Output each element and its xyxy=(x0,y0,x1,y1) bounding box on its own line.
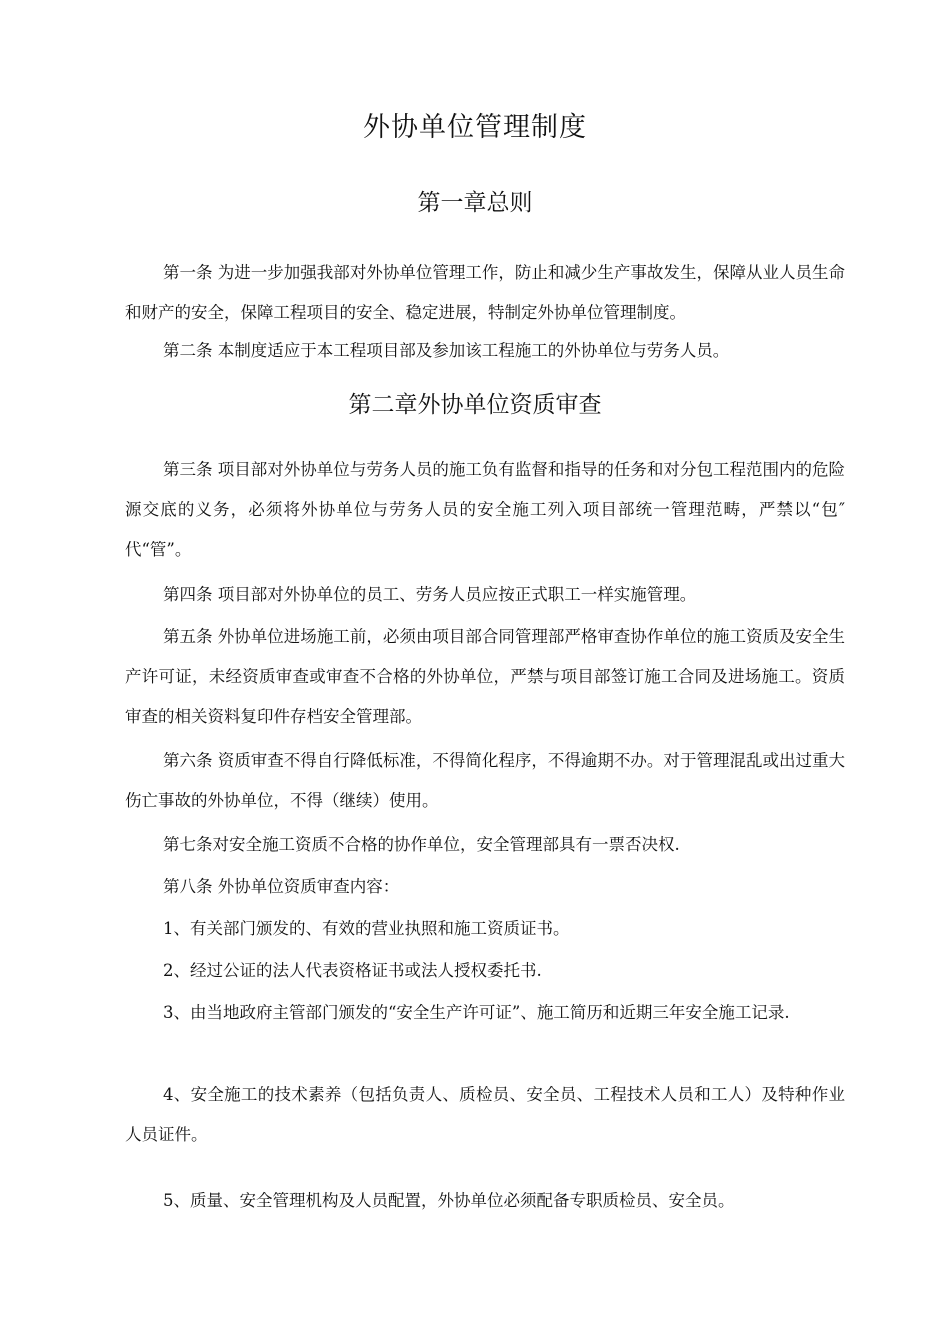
article-2: 第二条 本制度适应于本工程项目部及参加该工程施工的外协单位与劳务人员。 xyxy=(163,341,730,360)
article-8: 第八条 外协单位资质审查内容： xyxy=(163,877,400,896)
document-title: 外协单位管理制度 xyxy=(363,112,587,143)
article-7: 第七条对安全施工资质不合格的协作单位，安全管理部具有一票否决权. xyxy=(163,835,680,854)
list-item-3: 3、由当地政府主管部门颁发的“安全生产许可证”、施工简历和近期三年安全施工记录. xyxy=(163,1003,790,1022)
list-item-1: 1、有关部门颁发的、有效的营业执照和施工资质证书。 xyxy=(163,919,570,938)
article-4: 第四条 项目部对外协单位的员工、劳务人员应按正式职工一样实施管理。 xyxy=(163,585,697,604)
article-3: 第三条 项目部对外协单位与劳务人员的施工负有监督和指导的任务和对分包工程范围内的危险源交底的义务，必须将外协单位与劳务人员的安全施工列入项目部统一管理范畴，严禁以“包″代“管”。 xyxy=(125,460,845,559)
chapter-1-heading: 第一章总则 xyxy=(417,190,533,216)
article-6: 第六条 资质审查不得自行降低标准，不得简化程序，不得逾期不办。对于管理混乱或出过重大伤亡事故的外协单位，不得（继续）使用。 xyxy=(125,751,845,810)
list-item-5: 5、质量、安全管理机构及人员配置，外协单位必须配备专职质检员、安全员。 xyxy=(163,1191,735,1210)
article-5: 第五条 外协单位进场施工前，必须由项目部合同管理部严格审查协作单位的施工资质及安全生产许可证，未经资质审查或审查不合格的外协单位，严禁与项目部签订施工合同及进场施工。资质审查的相关资料复印件存档安全管理部。 xyxy=(125,627,845,726)
list-item-4: 4、安全施工的技术素养（包括负责人、质检员、安全员、工程技术人员和工人）及特种作业人员证件。 xyxy=(125,1085,845,1144)
list-item-2: 2、经过公证的法人代表资格证书或法人授权委托书. xyxy=(163,961,542,980)
article-1: 第一条 为进一步加强我部对外协单位管理工作，防止和减少生产事故发生，保障从业人员生命和财产的安全，保障工程项目的安全、稳定进展，特制定外协单位管理制度。 xyxy=(125,263,845,322)
chapter-2-heading: 第二章外协单位资质审查 xyxy=(348,392,602,418)
